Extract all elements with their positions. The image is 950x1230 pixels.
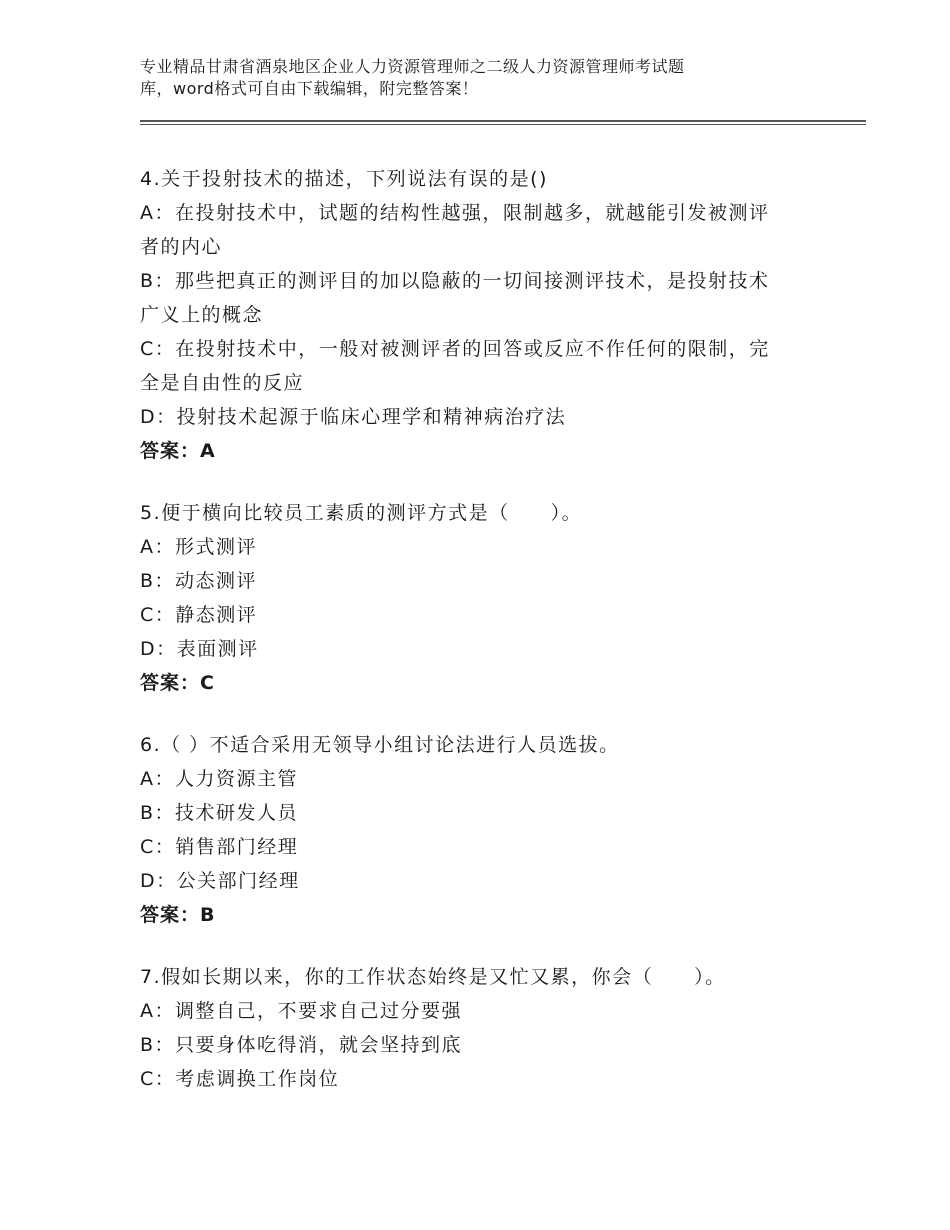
question-text: 5.便于横向比较员工素质的测评方式是（ ）。 [140, 502, 583, 524]
question-list [140, 162, 840, 1124]
question-5 [140, 496, 840, 700]
option-c: C：静态测评 [140, 604, 258, 626]
question-4 [140, 162, 840, 468]
question-6 [140, 728, 840, 932]
question-text: 6.（ ）不适合采用无领导小组讨论法进行人员选拔。 [140, 734, 620, 756]
header-divider-thick [140, 120, 866, 122]
answer-label: 答案：A [140, 440, 216, 462]
option-d: D：表面测评 [140, 638, 259, 660]
answer-label: 答案：C [140, 672, 215, 694]
option-a: A：调整自己，不要求自己过分要强 [140, 1000, 462, 1022]
question-text: 4.关于投射技术的描述，下列说法有误的是() [140, 168, 548, 190]
option-b: B：动态测评 [140, 570, 258, 592]
option-a: A：人力资源主管 [140, 768, 298, 790]
option-c-continued: 全是自由性的反应 [140, 372, 305, 394]
header-line-1: 专业精品甘肃省酒泉地区企业人力资源管理师之二级人力资源管理师考试题 [140, 57, 685, 76]
question-7 [140, 960, 840, 1096]
header-divider-thin [140, 124, 866, 125]
option-c: C：在投射技术中，一般对被测评者的回答或反应不作任何的限制，完 [140, 338, 770, 360]
option-a-continued: 者的内心 [140, 236, 223, 258]
question-text: 7.假如长期以来，你的工作状态始终是又忙又累，你会（ ）。 [140, 966, 726, 988]
header-line-2: 库，word格式可自由下载编辑，附完整答案！ [140, 79, 479, 98]
option-d: D：公关部门经理 [140, 870, 300, 892]
option-b-continued: 广义上的概念 [140, 304, 264, 326]
option-b: B：那些把真正的测评目的加以隐蔽的一切间接测评技术，是投射技术 [140, 270, 770, 292]
option-c: C：考虑调换工作岗位 [140, 1068, 340, 1090]
option-a: A：在投射技术中，试题的结构性越强，限制越多，就越能引发被测评 [140, 202, 770, 224]
option-d: D：投射技术起源于临床心理学和精神病治疗法 [140, 406, 567, 428]
option-c: C：销售部门经理 [140, 836, 299, 858]
option-a: A：形式测评 [140, 536, 257, 558]
document-header [140, 56, 820, 100]
option-b: B：技术研发人员 [140, 802, 299, 824]
option-b: B：只要身体吃得消，就会坚持到底 [140, 1034, 463, 1056]
answer-label: 答案：B [140, 904, 216, 926]
